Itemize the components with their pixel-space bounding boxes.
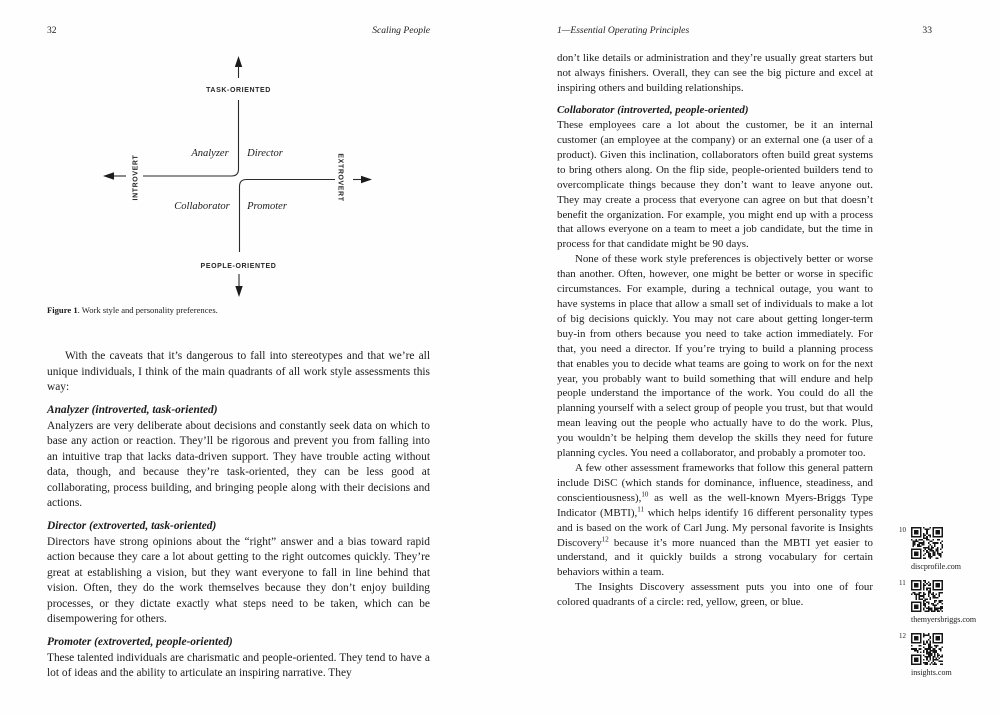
running-head-right: [557, 25, 932, 36]
paragraph-insights: The Insights Discovery assessment puts you into one of four colored quadrants of a circle: red, yellow, green, or blue.: [557, 581, 873, 609]
intro-paragraph: With the caveats that it’s dangerous to fall into stereotypes and that we’re all unique individuals, I think of the main quadrants of all work style assessments this way:: [47, 350, 430, 393]
qr-code-icon: [911, 580, 943, 612]
arrow-right-icon: [361, 176, 372, 184]
margin-notes: [899, 526, 991, 686]
qr-code-icon: [911, 527, 943, 559]
running-title-left: Scaling People: [372, 25, 430, 36]
paragraph-analyzer: Analyzers are very deliberate about decisions and constantly seek data on which to base any action or reaction. They’ll be rigorous and prevent you from falling into an intuitive trap that lacks data-driven support. They have trouble acting without data, though, and because they’re task-oriented, they can be less good at collaborating, process building, and bringing people along with their decisions and actions.: [47, 419, 430, 509]
axis-vertical-upper: [143, 100, 239, 176]
figure-caption-text: . Work style and personality preferences.: [77, 305, 218, 315]
heading-director: Director (extroverted, task-oriented): [47, 520, 217, 532]
axis-label-left: INTROVERT: [132, 154, 140, 201]
quadrant-promoter-label: Promoter: [247, 201, 287, 212]
heading-promoter: Promoter (extroverted, people-oriented): [47, 636, 233, 648]
quadrant-collaborator-label: Collaborator: [174, 201, 230, 212]
paragraph-promoter-continuation: don’t like details or administration and they’re usually great starters but not always finishers. Overall, they can see the big picture and excel at inspiring others and building relationships.: [557, 52, 873, 94]
arrow-left-icon: [103, 172, 114, 180]
footnote-12: [899, 632, 991, 677]
running-head-left: [47, 25, 430, 36]
footnote-number: 11: [899, 579, 906, 587]
running-title-right: 1—Essential Operating Principles: [557, 25, 690, 36]
footnote-number: 12: [899, 632, 906, 640]
right-text-column: [557, 51, 873, 610]
axis-label-right: EXTROVERT: [336, 153, 344, 202]
footnote-11: [899, 579, 991, 624]
footnote-number: 10: [899, 526, 906, 534]
arrow-down-icon: [235, 286, 242, 297]
page-number-right: 33: [922, 25, 932, 36]
figure-quadrant-diagram: [90, 46, 385, 302]
paragraph-promoter: These talented individuals are charismatic and people-oriented. They tend to have a lot of ideas and the ability to articulate an inspiring narrative. They: [47, 651, 430, 679]
paragraph-frameworks: A few other assessment frameworks that follow this general pattern include DiSC (which stands for dominance, influence, steadiness, and conscientiousness),$^{10}$ as well as the well-known Myers-Briggs Type Indicator (MBTI),$^{11}$ which helps identify 16 different personality types and is based on the work of Carl Jung. My personal favorite is Insights Discovery$^{12}$ because it’s more nuanced than the MBTI yet easier to understand, and it quickly builds a strong vocabulary for certain behaviors within a team.: [557, 461, 874, 579]
page-number-left: 32: [47, 25, 57, 36]
paragraph-director: Directors have strong opinions about the “right” answer and a bias toward rapid action because they care a lot about getting to the right outcomes quickly. They’re great at establishing a vision, but they want everyone to fall in line behind that vision. Often, they do the work themselves because they don’t enjoy building processes, or they dictate exactly what steps need to be taken, which can be disempowering for others.: [47, 535, 430, 625]
axis-label-top: TASK-ORIENTED: [206, 87, 271, 94]
heading-collaborator: Collaborator (introverted, people-oriented): [557, 104, 749, 117]
footnote-10: [899, 526, 991, 571]
axis-label-bottom: PEOPLE-ORIENTED: [200, 263, 277, 270]
quadrant-director-label: Director: [247, 148, 283, 159]
figure-caption: [47, 305, 218, 315]
qr-caption: discprofile.com: [911, 562, 961, 571]
axis-vertical-lower: [240, 180, 336, 253]
qr-code-icon: [911, 633, 943, 665]
arrow-up-icon: [235, 56, 242, 67]
paragraph-collaborator: These employees care a lot about the customer, be it an internal customer (an employee at the company) or an external one (a user of a product). Given this inclination, collaborators often build great systems to bring others along. On the flip side, people-oriented builders tend to overcomplicate things because they don’t want to leave anyone out. They may create a process that everyone can agree on but that doesn’t benefit the organization. For example, you might end up with a process that allows everyone on a team to meet a job candidate, but the time in process for that candidate might be 90 days.: [557, 119, 873, 251]
qr-caption: insights.com: [911, 668, 952, 677]
qr-caption: themyersbriggs.com: [911, 615, 977, 624]
paragraph-none-better: None of these work style preferences is objectively better or worse than another. Often, however, one might be better or worse in specific circumstances. For example, during a technical outage, you want to have systems in place that allow a small set of individuals to make a lot of big decisions quickly. You may not care about getting longer-term buy-in from others because you need to take action immediately. For that, you need a director. If you’re trying to build a planning process that enables you to decide what teams are going to work on for the next year, you probably want to build something that will endure and help people understand the importance of the work. You could do all the planning yourself with a select group of people you trust, but that would mean leaving out the people who actually have to do the work. Plus, you wouldn’t be helping them develop the skills they need for future planning cycles. You need a collaborator, and probably a promoter too.: [557, 253, 873, 460]
heading-analyzer: Analyzer (introverted, task-oriented): [47, 404, 218, 416]
figure-caption-label: Figure 1: [47, 305, 78, 315]
quadrant-analyzer-label: Analyzer: [191, 148, 229, 159]
left-text-column: [47, 349, 430, 682]
